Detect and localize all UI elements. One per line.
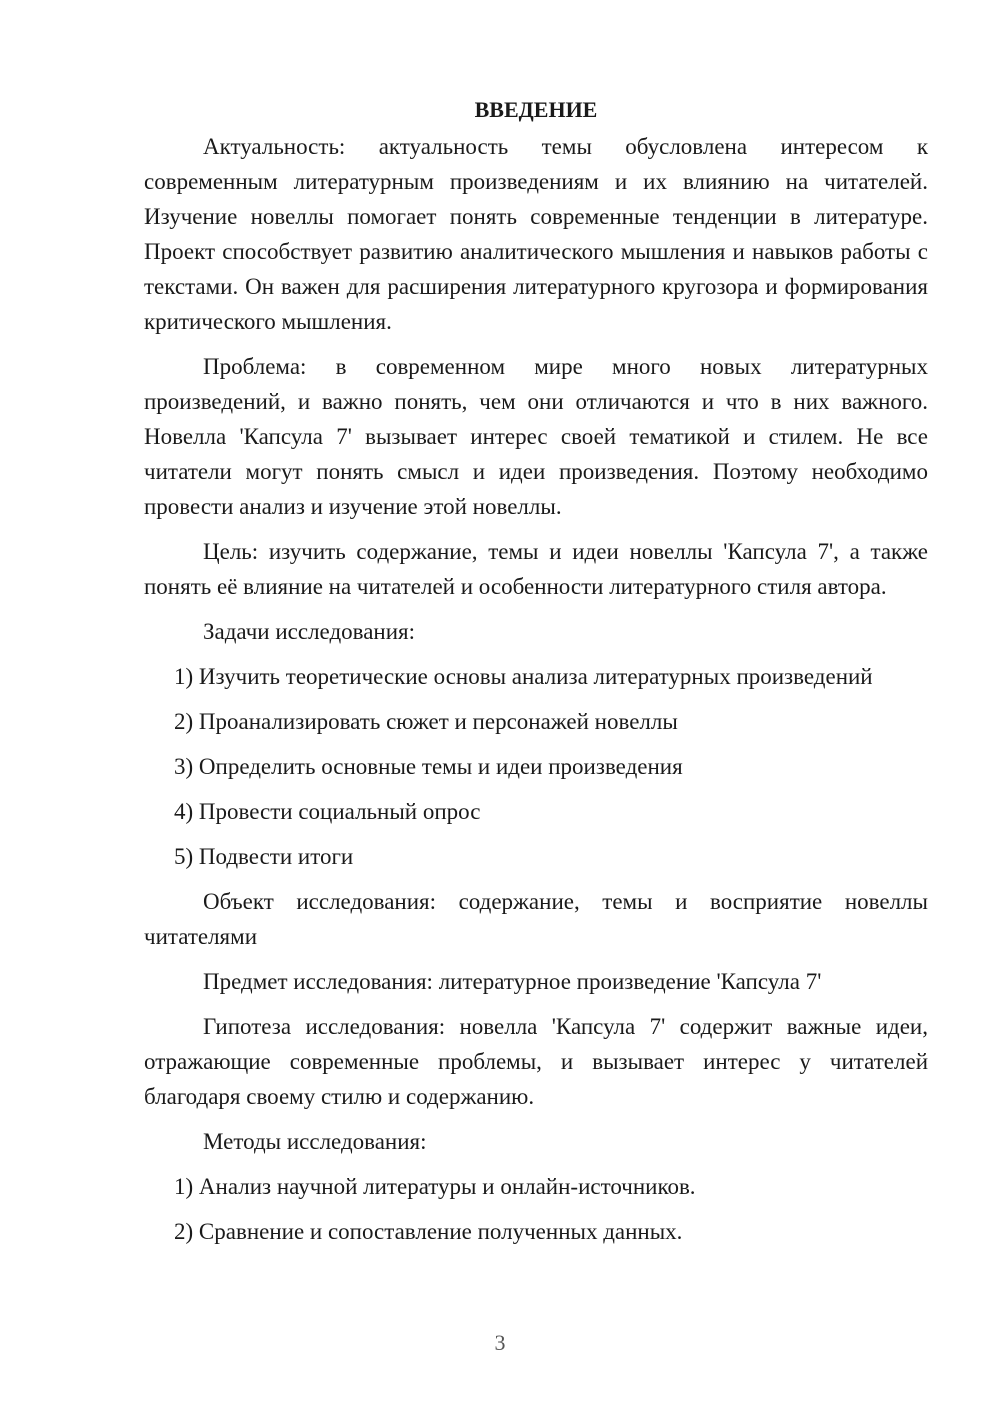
subject-paragraph: Предмет исследования: литературное произведение 'Капсула 7'	[203, 969, 822, 994]
object-paragraph: Объект исследования: содержание, темы и восприятие новеллы читателями	[144, 889, 928, 949]
document-page	[144, 92, 928, 1259]
page-number: 3	[494, 1330, 506, 1355]
methods-list	[144, 1169, 928, 1249]
task-item: 2) Проанализировать сюжет и персонажей новеллы	[174, 709, 678, 734]
method-item: 1) Анализ научной литературы и онлайн-источников.	[174, 1174, 696, 1199]
method-item: 2) Сравнение и сопоставление полученных данных.	[174, 1219, 683, 1244]
methods-heading: Методы исследования:	[203, 1129, 427, 1154]
task-item: 5) Подвести итоги	[174, 844, 354, 869]
problem-paragraph: Проблема: в современном мире много новых литературных произведений, и важно понять, чем они отличаются и что в них важного. Новелла 'Капсула 7' вызывает интерес своей тематикой и стилем. Не все читатели могут понять смысл и идеи произведения. Поэтому необходимо провести анализ и изучение этой новеллы.	[144, 354, 928, 519]
goal-paragraph: Цель: изучить содержание, темы и идеи новеллы 'Капсула 7', а также понять её влияние на читателей и особенности литературного стиля автора.	[144, 539, 928, 599]
relevance-paragraph: Актуальность: актуальность темы обусловлена интересом к современным литературным произведениям и их влиянию на читателей. Изучение новеллы помогает понять современные тенденции в литературе. Проект способствует развитию аналитического мышления и навыков работы с текстами. Он важен для расширения литературного кругозора и формирования критического мышления.	[144, 134, 928, 334]
tasks-list	[144, 659, 928, 874]
hypothesis-paragraph: Гипотеза исследования: новелла 'Капсула 7' содержит важные идеи, отражающие современные проблемы, и вызывает интерес у читателей благодаря своему стилю и содержанию.	[144, 1014, 928, 1109]
task-item: 4) Провести социальный опрос	[174, 799, 481, 824]
task-item: 1) Изучить теоретические основы анализа литературных произведений	[174, 664, 873, 689]
task-item: 3) Определить основные темы и идеи произведения	[174, 754, 683, 779]
section-title: ВВЕДЕНИЕ	[474, 97, 598, 122]
tasks-heading: Задачи исследования:	[203, 619, 416, 644]
